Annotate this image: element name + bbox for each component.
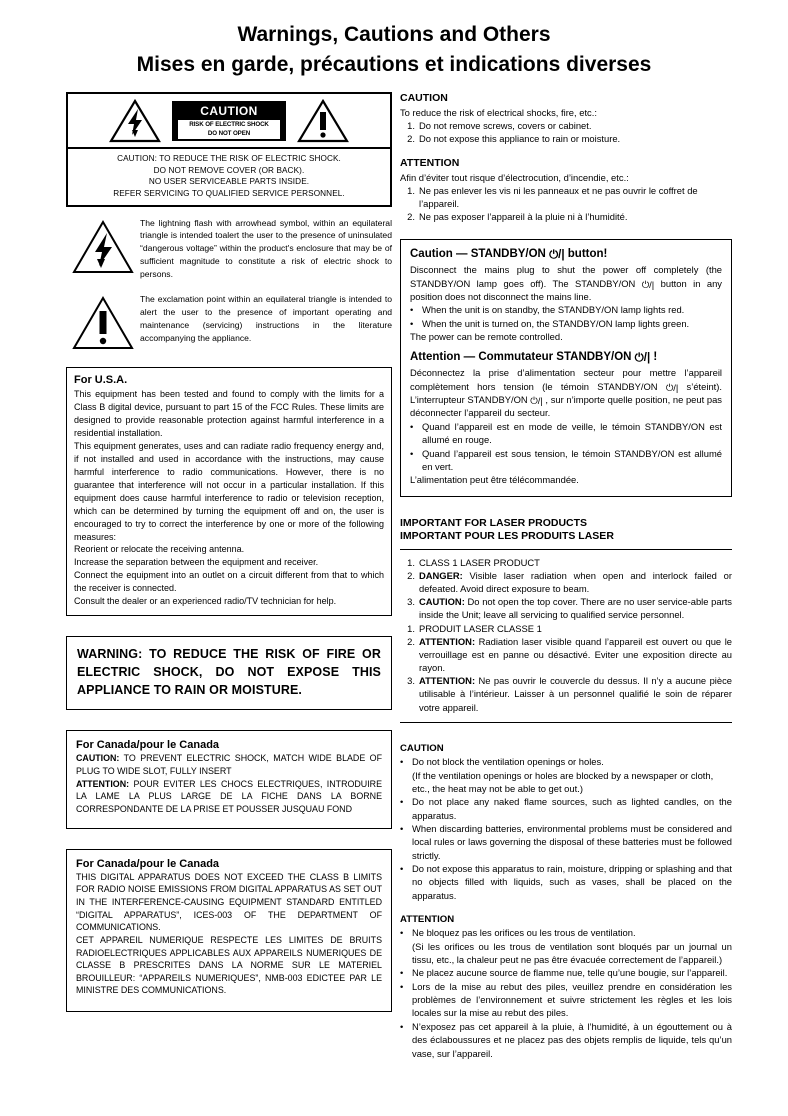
canada-attention	[76, 778, 382, 816]
standby-fr-para-2: s’éteint). L’interrupteur STANDBY/ON	[410, 380, 722, 406]
standby-fr-footer: L’alimentation peut être télécommandée.	[410, 474, 579, 486]
bullet-icon: •	[400, 822, 404, 834]
canada-ices-english: THIS DIGITAL APPARATUS DOES NOT EXCEED THE CLASS B LIMITS FOR RADIO NOISE EMISSIONS FROM DIGITAL APPARATUS AS SET OUT IN THE INTERFERENCE-CAUSING EQUIPMENT STANDARD ENTITLED “DIGITAL APPARATUS”, ICES-003 OF THE DEPARTMENT OF COMMUNICATIONS.	[76, 871, 382, 933]
item-text: Quand l’appareil est en mode de veille, le témoin STANDBY/ON est allumé en rouge.	[422, 420, 722, 446]
canada-caution-label: CAUTION:	[76, 753, 120, 764]
list-item	[400, 119, 732, 132]
power-standby-icon: ⏻/|	[634, 352, 651, 365]
usa-measure: Connect the equipment into an outlet on a circuit different from that to which the receiver is connected.	[74, 570, 384, 594]
standby-en-bullets	[410, 303, 722, 330]
canada-heading: For Canada/pour le Canada	[76, 857, 220, 870]
ventilation-caution-block	[400, 743, 732, 902]
canada-attention-text: POUR EVITER LES CHOCS ELECTRIQUES, INTRODUIRE LA LAME LA PLUS LARGE DE LA FICHE DANS LA BORNE CORRESPONDANTE DE LA PRISE ET POUSSER JUSQUAU FOND	[76, 778, 383, 815]
bullet-icon: •	[410, 304, 414, 316]
standby-fr-heading-post: !	[650, 351, 658, 364]
power-standby-icon: ⏻/|	[549, 249, 565, 262]
item-number: 1.	[407, 119, 415, 131]
bullet-icon: •	[400, 796, 404, 808]
item-text	[419, 569, 732, 595]
item-text: Do not expose this appliance to rain or moisture.	[419, 132, 621, 144]
item-text: N’exposez pas cet appareil à la pluie, à l’humidité, à un égouttement ou à des éclaboussures et ne placez pas des objets remplis de liquide, tels qu’un vase, sur l’appareil.	[412, 1020, 732, 1059]
right-caution-intro: To reduce the risk of electrical shocks, fire, etc.:	[400, 106, 597, 118]
standby-fr-heading	[410, 351, 722, 364]
vent-caution-list	[400, 755, 732, 902]
item-label: CAUTION:	[419, 596, 465, 608]
symbol-explanations	[66, 217, 392, 351]
item-number: 2.	[407, 211, 415, 223]
item-text	[419, 556, 732, 569]
item-number: 1.	[407, 622, 415, 634]
right-attention-list	[400, 184, 732, 223]
warning-text: WARNING: TO REDUCE THE RISK OF FIRE OR ELECTRIC SHOCK, DO NOT EXPOSE THIS APPLIANCE TO RAIN OR MOISTURE.	[77, 647, 381, 697]
item-body: Radiation laser visible quand l’appareil est ouvert ou que le verrouillage est en panne ou désactivé. Eviter une exposition directe au rayon.	[419, 635, 732, 674]
lightning-bolt-triangle-icon	[109, 99, 161, 143]
standby-fr-bullets	[410, 420, 722, 473]
power-standby-icon: ⏻/|	[530, 395, 543, 407]
standby-en-para-1: Disconnect the mains plug to shut the power off completely (the STANDBY/ON lamp goes off). The STANDBY/ON	[410, 264, 722, 289]
title-english: Warnings, Cautions and Others	[237, 23, 551, 46]
item-text	[412, 755, 732, 795]
item-number: 1.	[407, 184, 415, 196]
item-label: ATTENTION:	[419, 675, 476, 687]
caution-symbol-box	[66, 92, 392, 207]
item-text: Do not expose this apparatus to rain, moisture, dripping or splashing and that no objects filled with liquids, such as vases, shall be placed on the apparatus.	[412, 862, 732, 901]
list-item	[410, 317, 722, 330]
standby-on-box	[400, 239, 732, 496]
item-number: 3.	[407, 596, 415, 608]
bullet-icon: •	[400, 1020, 404, 1032]
list-item	[400, 595, 732, 621]
ventilation-attention-block	[400, 914, 732, 1060]
list-item	[400, 1020, 732, 1060]
caution-line-3: NO USER SERVICEABLE PARTS INSIDE.	[148, 177, 310, 187]
usa-measure: Consult the dealer or an experienced radio/TV technician for help.	[74, 596, 337, 607]
standby-fr-para-1: Déconnectez la prise d’alimentation secteur pour mettre l’appareil complètement hors tension (le témoin STANDBY/ON	[410, 367, 722, 392]
item-number: 2.	[407, 132, 415, 144]
right-caution-list	[400, 119, 732, 145]
standby-fr-para-3: , sur n’importe quelle position, ne peut pas déconnecter l’appareil du secteur.	[410, 394, 722, 419]
right-attention-block	[400, 157, 732, 223]
list-item	[410, 420, 722, 447]
warning-box	[66, 636, 392, 710]
caution-symbol-row	[68, 94, 390, 149]
item-text	[419, 622, 732, 635]
bullet-icon: •	[410, 317, 414, 329]
usa-paragraph: This equipment generates, uses and can radiate radio frequency energy and, if not installed and used in accordance with the instructions, may cause harmful interference to radio communications. However, there is no guarantee that interference will not occur in a particular installation. If this equipment does cause harmful interference to radio or television reception, which can be determined by turning the equipment off and on, the user is encouraged to try to correct the interference by one or more of the following measures:	[74, 440, 384, 542]
item-text: Ne placez aucune source de flamme nue, telle qu’une bougie, sur l’appareil.	[412, 967, 728, 979]
item-text: When the unit is on standby, the STANDBY/ON lamp lights red.	[422, 304, 685, 316]
item-text: Ne pas exposer l’appareil à la pluie ni à l’humidité.	[419, 211, 628, 223]
bullet-icon: •	[410, 420, 414, 432]
caution-banner-sub: RISK OF ELECTRIC SHOCK DO NOT OPEN	[178, 120, 280, 140]
bullet-icon: •	[400, 927, 404, 939]
left-column	[66, 92, 392, 1012]
symbol-explanation-lightning	[66, 217, 392, 281]
canada-caution-text: TO PREVENT ELECTRIC SHOCK, MATCH WIDE BLADE OF PLUG TO WIDE SLOT, FULLY INSERT	[76, 753, 383, 777]
list-item	[400, 755, 732, 795]
caution-line-1: CAUTION: TO REDUCE THE RISK OF ELECTRIC SHOCK.	[117, 154, 341, 163]
list-item	[400, 966, 732, 979]
item-text: Do not remove screws, covers or cabinet.	[419, 119, 592, 131]
item-text: When the unit is turned on, the STANDBY/ON lamp lights green.	[422, 317, 690, 329]
item-text: Lors de la mise au rebut des piles, veuillez prendre en considération les problèmes de l’environnement et suivre strictement les règles et les lois locales sur la mise au rebut des piles.	[412, 980, 732, 1019]
item-label: ATTENTION:	[419, 635, 476, 647]
exclamation-triangle-icon	[66, 293, 140, 351]
right-attention-heading: ATTENTION	[400, 157, 460, 170]
title-french: Mises en garde, précautions et indications diverses	[136, 53, 652, 77]
canada-ices-french: CET APPAREIL NUMERIQUE RESPECTE LES LIMITES DE BRUITS RADIOELECTRIQUES APPLICABLES AUX APPAREILS NUMERIQUES DE CLASSE B PRESCRITES DANS LA NORME SUR LE MATERIEL BROUILLEUR: “APPAREILS NUMERIQUES”, NMB-003 EDICTEE PAR LE MINISTRE DES COMMUNICATIONS.	[76, 934, 382, 996]
vent-caution-heading: CAUTION	[400, 742, 444, 754]
laser-heading-english: IMPORTANT FOR LASER PRODUCTS	[400, 516, 588, 529]
item-number: 2.	[407, 635, 415, 647]
item-body: PRODUIT LASER CLASSE 1	[419, 622, 542, 634]
item-text: Do not place any naked flame sources, such as lighted candles, on the apparatus.	[412, 796, 732, 821]
bullet-icon: •	[400, 967, 404, 979]
canada-box-ices	[66, 849, 392, 1012]
bullet-icon: •	[410, 447, 414, 459]
standby-fr-paragraph	[410, 366, 722, 419]
laser-heading-french: IMPORTANT POUR LES PRODUITS LASER	[400, 530, 614, 543]
item-body: Visible laser radiation when open and interlock failed or defeated. Avoid direct exposure to beam.	[419, 569, 732, 595]
caution-line-4: REFER SERVICING TO QUALIFIED SERVICE PERSONNEL.	[113, 188, 345, 198]
item-number: 1.	[407, 556, 415, 568]
item-text	[419, 674, 732, 713]
item-body: Ne bloquez pas les orifices ou les trous de ventilation.	[412, 927, 636, 939]
list-item	[400, 795, 732, 822]
caution-line-2: DO NOT REMOVE COVER (OR BACK).	[153, 165, 305, 175]
list-item	[400, 622, 732, 635]
item-body: Ne pas ouvrir le couvercle du dessus. Il n’y a aucune pièce utilisable à l’intérieur. Laisser à un personnel qualifié le soin de réparer votre appareil.	[419, 675, 732, 713]
right-attention-intro: Afin d’éviter tout risque d’électrocution, d’incendie, etc.:	[400, 171, 629, 183]
bullet-icon: •	[400, 980, 404, 992]
list-item	[400, 822, 732, 862]
usa-measure: Reorient or relocate the receiving antenna.	[74, 544, 245, 555]
standby-en-paragraph	[410, 263, 722, 303]
item-body: CLASS 1 LASER PRODUCT	[419, 556, 540, 568]
item-text	[419, 595, 732, 621]
canada-attention-label: ATTENTION:	[76, 778, 130, 789]
item-text	[412, 926, 732, 966]
usa-measure: Increase the separation between the equipment and receiver.	[74, 557, 319, 568]
right-caution-heading: CAUTION	[400, 92, 448, 104]
canada-heading: For Canada/pour le Canada	[76, 739, 220, 752]
list-item	[400, 674, 732, 713]
usa-heading: For U.S.A.	[74, 374, 128, 387]
list-item	[400, 980, 732, 1020]
list-item	[400, 210, 732, 223]
bullet-icon: •	[400, 862, 404, 874]
list-item	[400, 862, 732, 902]
item-body: Do not block the ventilation openings or holes.	[412, 756, 604, 768]
list-item	[400, 635, 732, 674]
caution-banner-title: CAUTION	[200, 103, 258, 118]
vent-attention-list	[400, 926, 732, 1059]
item-text: When discarding batteries, environmental problems must be considered and local rules or laws governing the disposal of these batteries must be followed strictly.	[412, 822, 732, 861]
caution-banner	[172, 101, 286, 142]
list-item	[410, 447, 722, 474]
item-text: Quand l’appareil est sous tension, le témoin STANDBY/ON est allumé en vert.	[422, 447, 722, 472]
canada-caution	[76, 752, 382, 777]
standby-fr-heading-pre: Attention — Commutateur STANDBY/ON	[410, 351, 635, 364]
bullet-icon: •	[400, 756, 404, 768]
lightning-bolt-triangle-icon	[66, 217, 140, 275]
item-body: Do not open the top cover. There are no user service-able parts inside the Unit; leave all servicing to qualified service personnel.	[419, 596, 732, 621]
symbol-explanation-exclamation	[66, 293, 392, 351]
usa-paragraph: This equipment has been tested and found to comply with the limits for a Class B digital device, pursuant to part 15 of the FCC Rules. These limits are designed to provide reasonable protection against harmful interference in a residential installation.	[74, 389, 384, 438]
list-item	[400, 184, 732, 210]
exclamation-triangle-icon	[297, 99, 349, 143]
caution-text-block	[68, 149, 390, 205]
power-standby-icon: ⏻/|	[665, 381, 679, 393]
right-column	[400, 92, 732, 1060]
right-caution-block	[400, 92, 732, 145]
laser-list	[400, 556, 732, 714]
divider	[400, 549, 732, 550]
usa-fcc-box	[66, 367, 392, 616]
list-item	[410, 303, 722, 316]
list-item	[400, 556, 732, 569]
item-number: 2.	[407, 569, 415, 581]
laser-products-block	[400, 517, 732, 723]
symbol-explanation-text: The exclamation point within an equilateral triangle is intended to alert the user to the presence of important operating and maintenance (servicing) instructions in the literature accompanying the appliance.	[140, 294, 392, 343]
item-subtext: (Si les orifices ou les trous de ventilation sont bloqués par un journal un tissu, etc., la chaleur peut ne pas être évacuée correctement de l’appareil.)	[412, 940, 732, 966]
vent-attention-heading: ATTENTION	[400, 913, 455, 925]
standby-en-heading	[410, 248, 722, 261]
list-item	[400, 926, 732, 966]
item-label: DANGER:	[419, 569, 463, 581]
list-item	[400, 569, 732, 595]
standby-en-heading-pre: Caution — STANDBY/ON	[410, 248, 550, 261]
item-text	[419, 635, 732, 674]
standby-en-heading-post: button!	[564, 248, 608, 261]
page-title	[0, 0, 788, 79]
standby-en-para-2: button in any position does not disconnect the mains line.	[410, 277, 722, 303]
symbol-explanation-text: The lightning flash with arrowhead symbol, within an equilateral triangle is intended toalert the user to the presence of uninsulated “dangerous voltage” within the product's enclosure that may be of sufficient magnitude to constitute a risk of electric shock to persons.	[140, 217, 392, 280]
list-item	[400, 132, 732, 145]
canada-box-plug	[66, 730, 392, 828]
item-text: Ne pas enlever les vis ni les panneaux et ne pas ouvrir le coffret de l’appareil.	[419, 184, 698, 210]
item-subtext: (If the ventilation openings or holes are blocked by a newspaper or cloth, etc., the heat may not be able to get out.)	[412, 769, 714, 794]
item-number: 3.	[407, 675, 415, 687]
standby-en-footer: The power can be remote controlled.	[410, 331, 563, 343]
power-standby-icon: ⏻/|	[641, 278, 655, 290]
